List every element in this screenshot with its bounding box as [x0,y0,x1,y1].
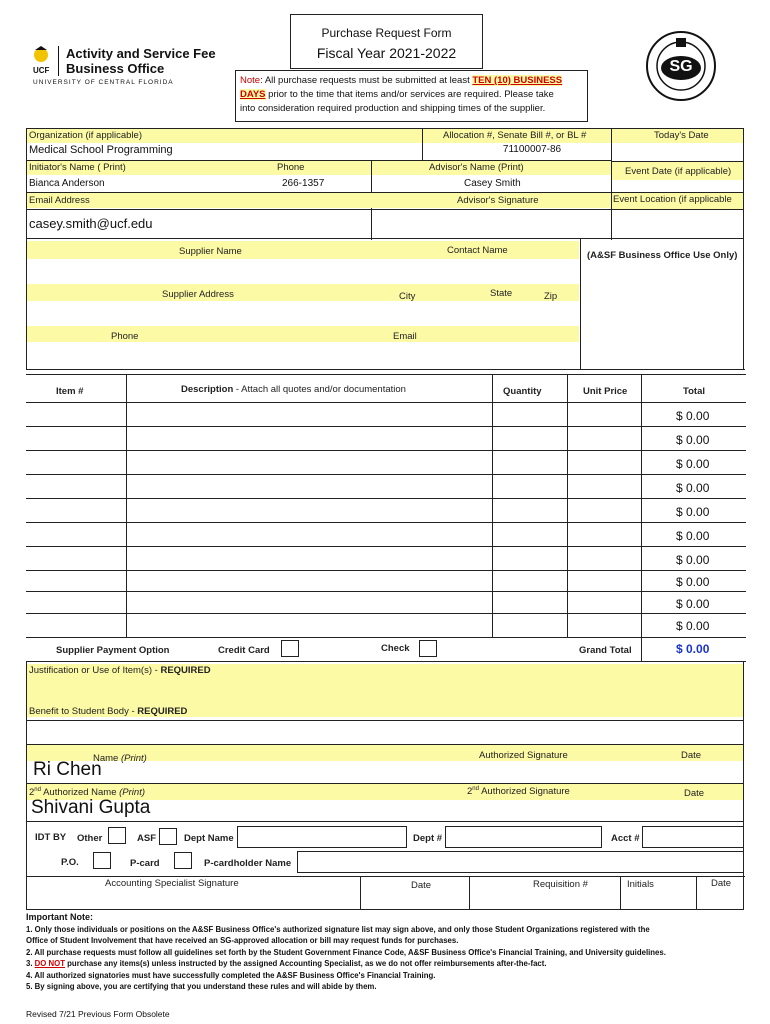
dept-num-input[interactable] [445,826,602,848]
supplier-block [26,239,744,370]
item-total-cell: $ 0.00 [676,575,710,589]
note-2: 2. All purchase requests must follow all guidelines set forth by the Student Government Finance Code, A&SF Business Office's Financial Training, and University guidelines. [26,947,666,957]
phone-label: Phone [277,162,305,173]
item-row[interactable] [26,546,746,570]
date-label: Date [681,750,702,761]
benefit-input[interactable] [27,721,743,744]
item-row[interactable] [26,613,746,635]
second-signature-label: 2nd Authorized Signature [467,786,570,798]
check-label: Check [381,643,410,654]
grand-total-value: $ 0.00 [676,642,710,656]
note-text-a: : All purchase requests must be submitted at least [260,75,473,86]
asf-label: ASF [137,833,156,844]
advisor-value[interactable]: Casey Smith [464,178,521,189]
title-box [290,14,483,69]
note-1b: Office of Student Involvement that have received an SG-approved allocation or bill may request funds for purchases. [26,936,459,945]
supplier-address-label: Supplier Address [162,289,234,300]
sg-seal-text: SG [669,58,693,75]
email-value[interactable]: casey.smith@ucf.edu [29,216,153,231]
accounting-date-label: Date [411,880,432,891]
pcardholder-label: P-cardholder Name [204,858,292,869]
benefit-label: Benefit to Student Body - REQUIRED [29,706,188,717]
signature-block [26,744,744,822]
item-total-cell: $ 0.00 [676,553,710,567]
event-location-label: Event Location (if applicable [613,194,732,205]
item-row[interactable] [26,426,746,450]
payment-row [26,638,746,662]
col-price-header: Unit Price [583,386,628,397]
po-checkbox[interactable] [93,852,111,869]
acct-num-input[interactable] [642,826,744,848]
org-block [26,128,744,239]
second-name-label: 2nd Authorized Name (Print) [29,787,146,799]
logo-divider [58,46,59,76]
justification-block [26,662,744,744]
authorized-signature-label: Authorized Signature [479,750,568,761]
pcardholder-input[interactable] [297,851,744,873]
payment-option-label: Supplier Payment Option [56,645,170,656]
note-box [235,70,588,122]
city-label: City [399,291,416,302]
note-emph-a: TEN (10) BUSINESS [472,75,563,86]
name-value[interactable]: Ri Chen [33,759,102,780]
item-total-cell: $ 0.00 [676,481,710,495]
item-row[interactable] [26,570,746,591]
alloc-label: Allocation #, Senate Bill #, or BL # [443,130,587,141]
supplier-email-label: Email [393,331,417,342]
supplier-name-input[interactable] [27,259,580,283]
col-desc-header: Description - Attach all quotes and/or documentation [181,384,406,395]
asf-checkbox[interactable] [159,828,177,845]
note-label: Note [240,75,261,86]
sg-seal [645,30,717,102]
dept-name-input[interactable] [237,826,407,848]
org-name-line2: Business Office [66,61,165,76]
alloc-value[interactable]: 71100007-86 [502,144,562,155]
item-row[interactable] [26,591,746,613]
item-total-cell: $ 0.00 [676,597,710,611]
grand-total-label: Grand Total [579,645,632,656]
initiator-label: Initiator's Name ( Print) [29,162,126,173]
col-item-header: Item # [56,386,84,397]
initials-date-label: Date [711,878,732,889]
notes-title: Important Note: [26,912,93,922]
idt-by-label: IDT BY [35,832,67,843]
ucf-logo [30,46,52,68]
item-total-cell: $ 0.00 [676,433,710,447]
event-date-label: Event Date (if applicable) [625,166,732,177]
items-table [26,374,746,638]
pcard-checkbox[interactable] [174,852,192,869]
accounting-signature-label: Accounting Specialist Signature [105,878,239,889]
pcard-label: P-card [130,858,160,869]
item-row[interactable] [26,402,746,426]
other-label: Other [77,833,103,844]
form-title: Purchase Request Form [321,26,452,40]
requisition-label: Requisition # [533,879,588,890]
item-row[interactable] [26,474,746,498]
note-text-c: into consideration required production and shipping times of the supplier. [240,103,546,114]
dept-name-label: Dept Name [184,833,234,844]
name-print-label: Name (Print) [93,753,147,764]
item-row[interactable] [26,450,746,474]
org-value[interactable]: Medical School Programming [29,144,173,156]
contact-name-label: Contact Name [447,245,508,256]
item-total-cell: $ 0.00 [676,505,710,519]
col-qty-header: Quantity [503,386,542,397]
item-total-cell: $ 0.00 [676,529,710,543]
state-label: State [490,288,513,299]
note-text-b: prior to the time that items and/or services are required. Please take [265,89,554,100]
revision-note: Revised 7/21 Previous Form Obsolete [26,1009,170,1019]
email-label: Email Address [29,195,90,206]
col-total-header: Total [683,386,705,397]
note-5: 5. By signing above, you are certifying that you understand these rules and will abide by them. [26,982,377,991]
justification-input[interactable] [27,678,743,703]
note-3: 3. DO NOT purchase any items(s) unless instructed by the assigned Accounting Specialist, as we do not offer reimbursements after-the-fact. [26,959,547,968]
today-date-label: Today's Date [654,130,709,141]
po-label: P.O. [61,857,79,868]
supplier-phone-label: Phone [111,331,139,342]
credit-card-checkbox[interactable] [281,640,299,657]
credit-card-label: Credit Card [218,645,270,656]
item-total-cell: $ 0.00 [676,457,710,471]
advisor-signature-label: Advisor's Signature [457,195,539,206]
initiator-value[interactable]: Bianca Anderson [29,178,105,189]
item-total-cell: $ 0.00 [676,619,710,633]
other-checkbox[interactable] [108,827,126,844]
dept-num-label: Dept # [413,833,443,844]
phone-value[interactable]: 266-1357 [282,178,325,189]
ucf-mark: UCF [33,66,50,75]
note-4: 4. All authorized signatories must have successfully completed the A&SF Business Office's Financial Training. [26,970,436,980]
fiscal-year: Fiscal Year 2021-2022 [316,45,457,61]
office-use-label: (A&SF Business Office Use Only) [587,250,738,261]
supplier-name-label: Supplier Name [179,246,242,257]
justification-label: Justification or Use of Item(s) - REQUIRED [29,665,211,676]
item-row[interactable] [26,522,746,546]
acct-num-label: Acct # [611,833,640,844]
note-1: 1. Only those individuals or positions on the A&SF Business Office's authorized signature list may sign above, and only those Student Organizations registered with the [26,924,650,934]
org-name-line1: Activity and Service Fee [66,46,216,61]
item-row[interactable] [26,498,746,522]
org-label: Organization (if applicable) [29,130,143,141]
university-name: UNIVERSITY OF CENTRAL FLORIDA [33,79,174,86]
important-notes [26,912,756,993]
second-date-label: Date [684,788,705,799]
item-total-cell: $ 0.00 [676,409,710,423]
office-use-block [26,822,744,910]
initials-label: Initials [627,879,654,890]
note-emph-b: DAYS [240,89,266,100]
second-name-value[interactable]: Shivani Gupta [31,797,151,818]
advisor-label: Advisor's Name (Print) [429,162,524,173]
check-checkbox[interactable] [419,640,437,657]
zip-label: Zip [544,291,558,302]
